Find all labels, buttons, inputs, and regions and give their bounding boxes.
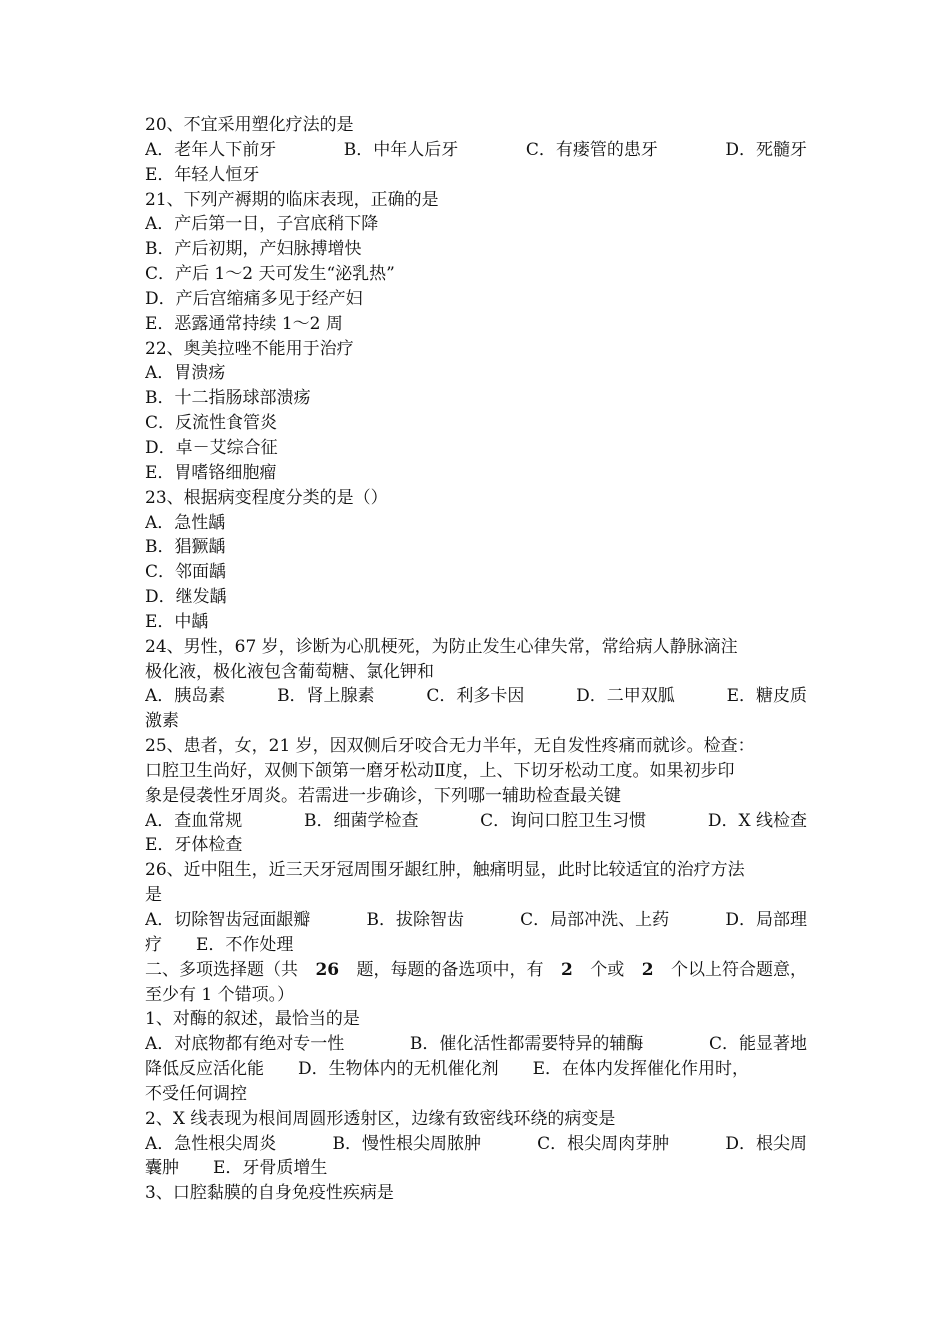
option-e: E．中龋 xyxy=(145,611,209,632)
option-a: A．胰岛素 xyxy=(145,686,226,707)
option-e: E．糖皮质 xyxy=(726,686,807,707)
option-e: E．年轻人恒牙 xyxy=(145,164,260,185)
option-c: C．有瘘管的患牙 xyxy=(525,139,658,160)
option-a: A．急性龋 xyxy=(145,512,226,533)
option-a: A．查血常规 xyxy=(145,810,243,831)
question-25-stem: 25、患者，女，21 岁，因双侧后牙咬合无力半年，无自发性疼痛而就诊。检查： xyxy=(145,736,755,757)
document-body xyxy=(145,113,807,1206)
option-a: A．急性根尖周炎 xyxy=(145,1133,277,1154)
option-d: D．死髓牙 xyxy=(725,139,807,160)
option-c: C．能显著地 xyxy=(708,1034,807,1055)
option-c: C．反流性食管炎 xyxy=(145,413,278,434)
option-d: D．卓－艾综合征 xyxy=(145,437,278,458)
question-26-stem-continued: 是 xyxy=(145,885,162,906)
option-b: B．催化活性都需要特异的辅酶 xyxy=(409,1034,644,1055)
option-b: B．中年人后牙 xyxy=(343,139,459,160)
option-d: D．局部理 xyxy=(725,910,807,930)
multi-question-3-stem: 3、口腔黏膜的自身免疫性疾病是 xyxy=(145,1183,394,1204)
option-c: C．产后 1～2 天可发生“泌乳热” xyxy=(145,264,395,285)
option-d: D．继发龋 xyxy=(145,587,227,608)
option-d: D．X 线检查 xyxy=(707,810,807,831)
multi-question-2-options-continued: 囊肿 E．牙骨质增生 xyxy=(145,1158,328,1179)
question-26-stem: 26、近中阻生，近三天牙冠周围牙龈红肿，触痛明显，此时比较适宜的治疗方法 xyxy=(145,860,745,881)
option-e: E．胃嗜铬细胞瘤 xyxy=(145,462,277,483)
question-26-options-row xyxy=(145,908,807,933)
section-heading-continued: 至少有 1 个错项。） xyxy=(145,984,295,1005)
multi-question-2-stem: 2、X 线表现为根间周圆形透射区，边缘有致密线环绕的病变是 xyxy=(145,1108,616,1129)
question-24-options-row xyxy=(145,684,807,709)
question-25-stem-continued: 口腔卫生尚好，双侧下颌第一磨牙松动Ⅱ度，上、下切牙松动工度。如果初步印 xyxy=(145,760,735,781)
option-e: E．恶露通常持续 1～2 周 xyxy=(145,313,343,334)
question-22-stem: 22、奥美拉唑不能用于治疗 xyxy=(145,338,354,359)
section-heading-multiple-choice xyxy=(145,958,807,983)
option-a: A．对底物都有绝对专一性 xyxy=(145,1034,345,1055)
option-e-continued: 激素 xyxy=(145,711,179,732)
multi-question-1-options-row xyxy=(145,1032,807,1057)
section-heading-part: 二、多项选择题（共 xyxy=(145,959,298,980)
section-heading-count: 2 xyxy=(560,959,573,980)
option-b: B．产后初期，产妇脉搏增快 xyxy=(145,239,362,260)
section-heading-count: 2 xyxy=(641,959,654,980)
option-c: C．根尖周肉芽肿 xyxy=(537,1133,670,1154)
option-a: A．老年人下前牙 xyxy=(145,139,277,160)
option-b: B．猖獗龋 xyxy=(145,537,226,558)
question-24-stem: 24、男性，67 岁，诊断为心肌梗死，为防止发生心律失常，常给病人静脉滴注 xyxy=(145,636,738,657)
question-21-stem: 21、下列产褥期的临床表现，正确的是 xyxy=(145,189,439,210)
option-a: A．产后第一日，子宫底稍下降 xyxy=(145,214,379,235)
option-c: C．局部冲洗、上药 xyxy=(520,910,670,930)
section-heading-part: 个以上符合题意， xyxy=(670,959,807,980)
multi-question-1-stem: 1、对酶的叙述，最恰当的是 xyxy=(145,1009,360,1030)
section-heading-count: 26 xyxy=(315,959,340,980)
option-b: B．十二指肠球部溃疡 xyxy=(145,388,311,409)
option-b: B．拔除智齿 xyxy=(366,910,464,930)
question-23-stem: 23、根据病变程度分类的是（） xyxy=(145,487,388,508)
question-26-options-continued: 疗 E．不作处理 xyxy=(145,934,294,955)
multi-question-1-options-continued: 降低反应活化能 D．生物体内的无机催化剂 E．在体内发挥催化作用时， xyxy=(145,1059,750,1080)
option-c: C．询问口腔卫生习惯 xyxy=(480,810,647,831)
option-b: B．慢性根尖周脓肿 xyxy=(332,1133,481,1154)
multi-question-1-options-continued: 不受任何调控 xyxy=(145,1083,247,1104)
question-24-stem-continued: 极化液，极化液包含葡萄糖、氯化钾和 xyxy=(145,661,434,682)
option-a: A．切除智齿冠面龈瓣 xyxy=(145,910,311,930)
option-c: C．邻面龋 xyxy=(145,562,227,583)
option-e: E．牙体检查 xyxy=(145,835,243,856)
option-d: D．根尖周 xyxy=(725,1133,807,1154)
question-20-stem: 20、不宜采用塑化疗法的是 xyxy=(145,115,354,135)
option-d: D．二甲双胍 xyxy=(576,686,675,707)
option-c: C．利多卡因 xyxy=(426,686,525,707)
question-25-options-row xyxy=(145,809,807,834)
multi-question-2-options-row xyxy=(145,1132,807,1157)
option-a: A．胃溃疡 xyxy=(145,363,226,384)
section-heading-part: 题，每题的备选项中，有 xyxy=(356,959,544,980)
question-25-stem-continued: 象是侵袭性牙周炎。若需进一步确诊，下列哪一辅助检查最关键 xyxy=(145,785,621,806)
option-d: D．产后宫缩痛多见于经产妇 xyxy=(145,288,363,309)
option-b: B．细菌学检查 xyxy=(303,810,419,831)
option-b: B．肾上腺素 xyxy=(277,686,375,707)
question-20-options-row xyxy=(145,138,807,163)
section-heading-part: 个或 xyxy=(590,959,625,980)
